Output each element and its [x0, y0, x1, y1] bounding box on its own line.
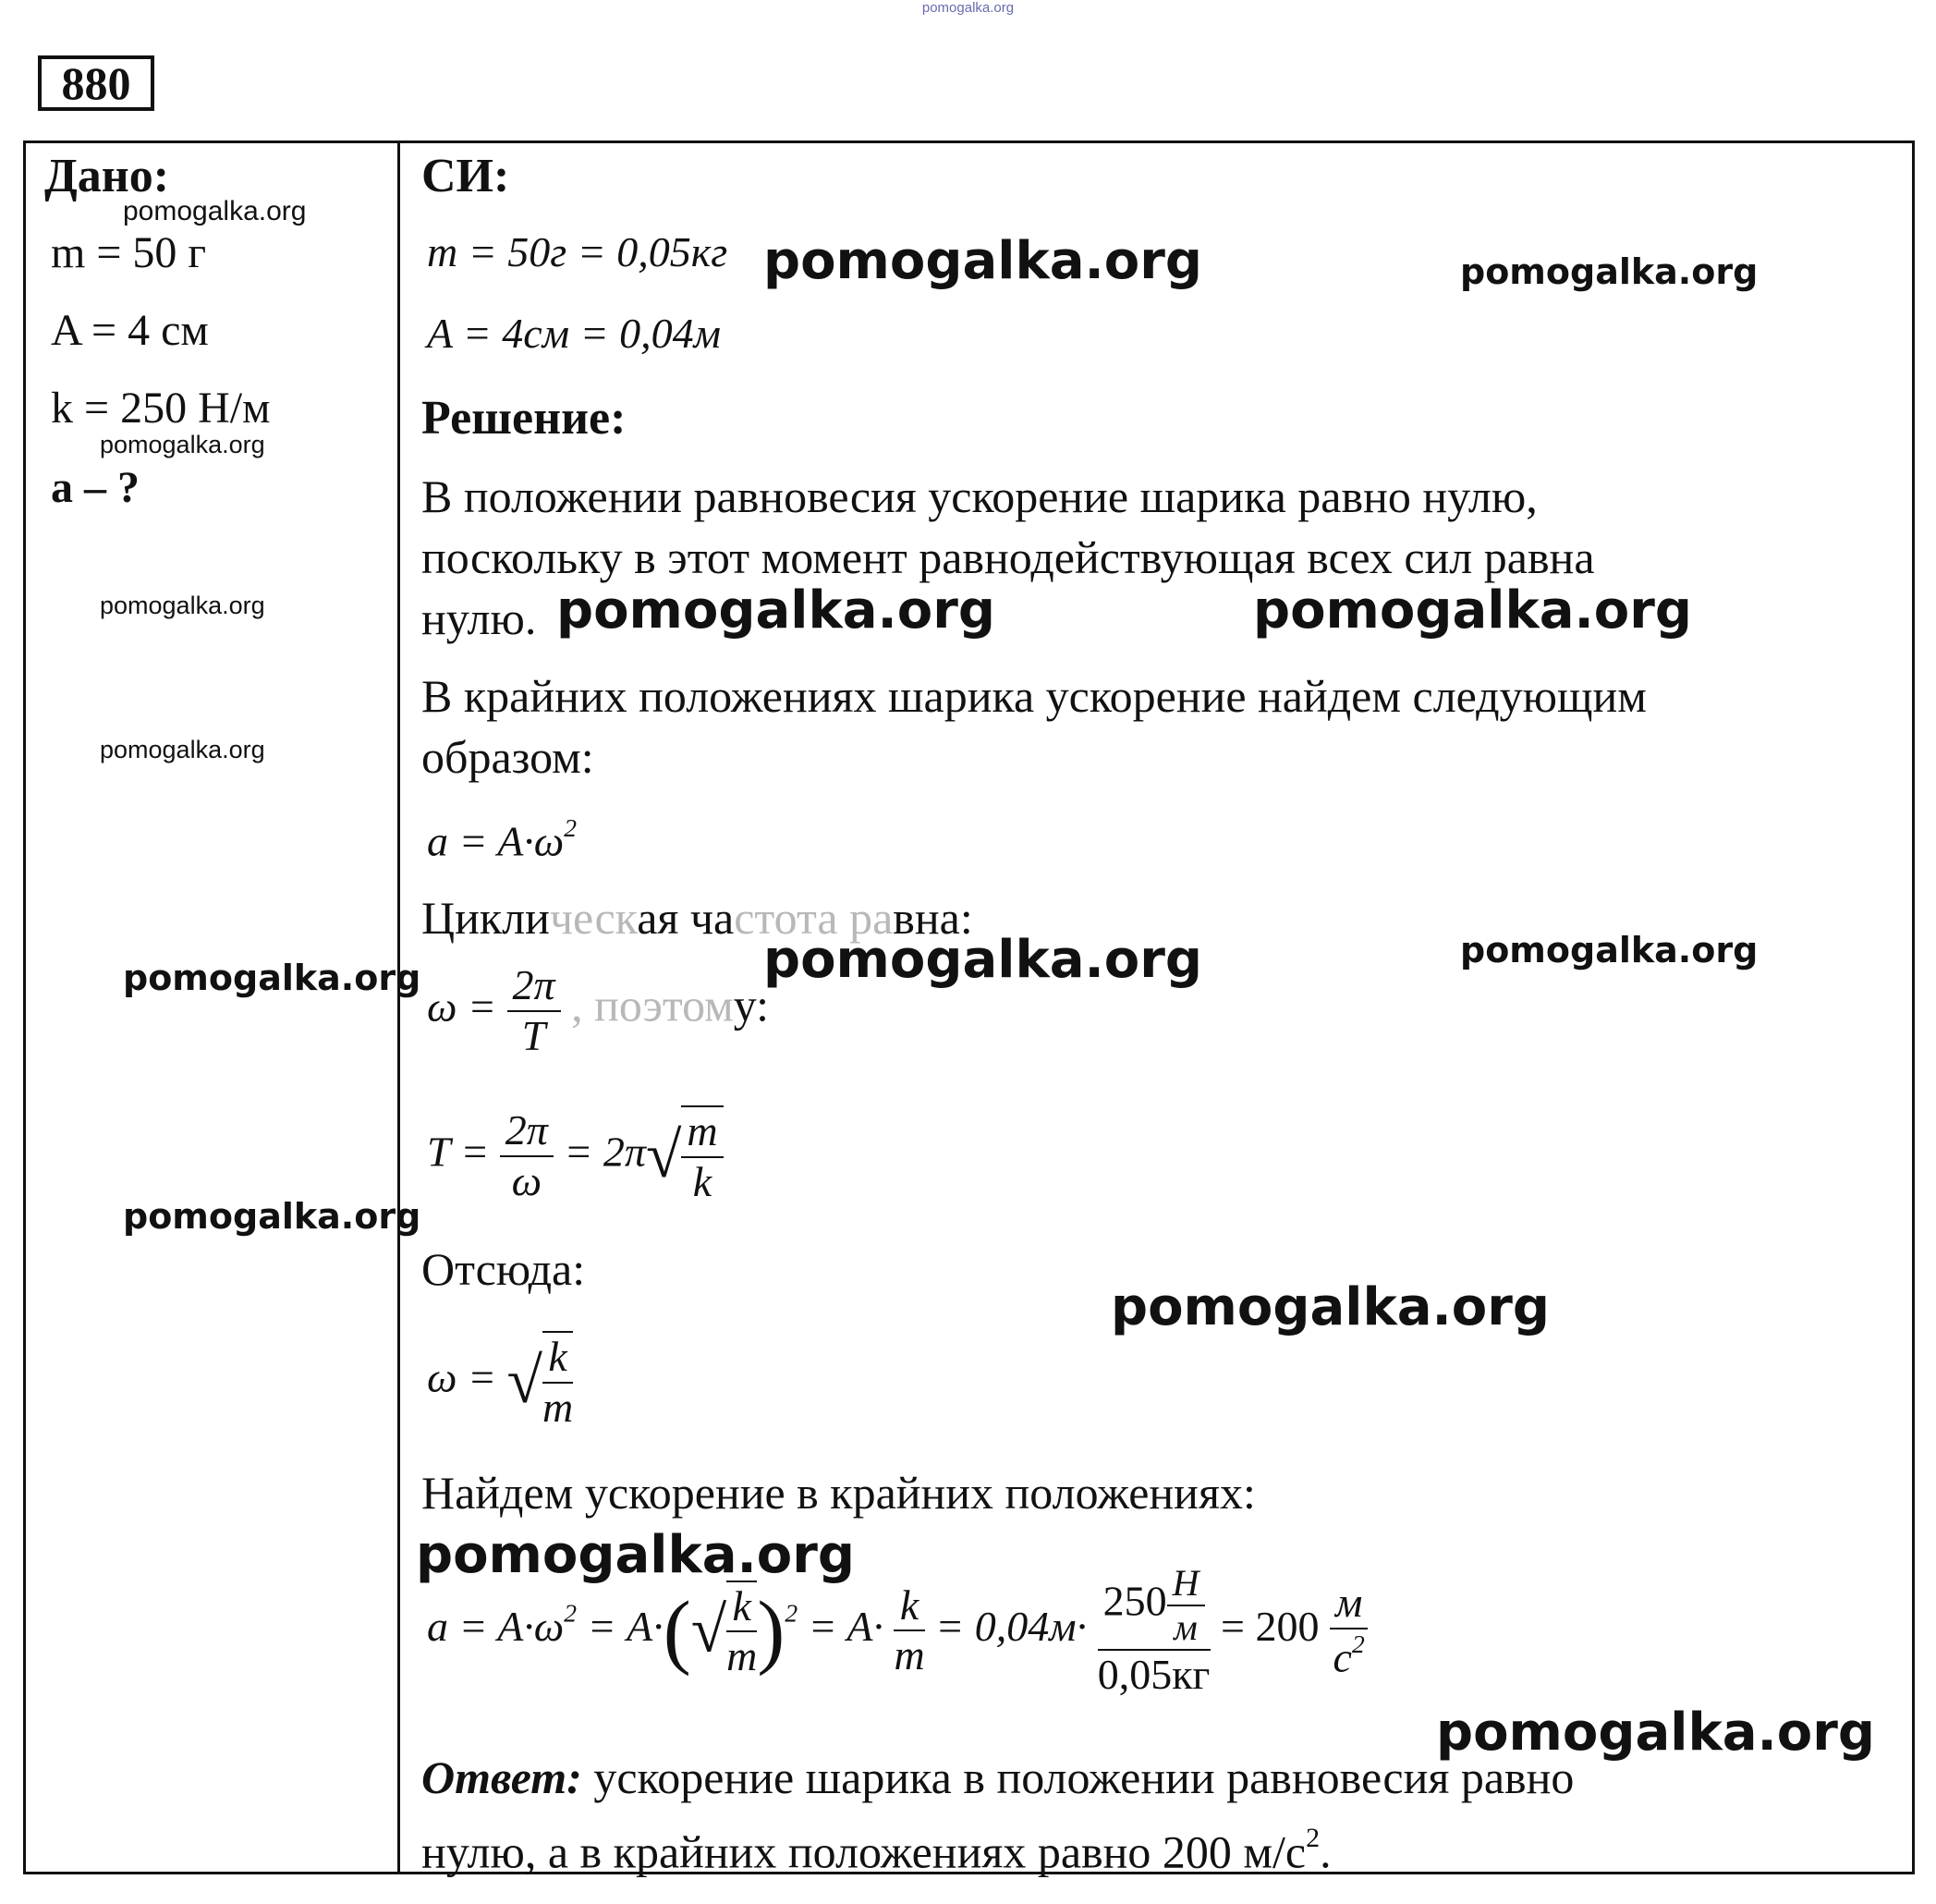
- period-mid: = 2π: [564, 1128, 646, 1176]
- formula-period: [427, 1105, 724, 1207]
- fin-num-m: м: [1174, 1606, 1198, 1648]
- formula-acceleration: [427, 813, 577, 866]
- given-heading: Дано:: [44, 150, 170, 202]
- given-stiffness: k = 250 Н/м: [51, 384, 271, 433]
- problem-number: 880: [38, 55, 154, 111]
- period-den: ω: [511, 1156, 542, 1204]
- period-fraction: [500, 1106, 554, 1206]
- fin-b: = A·: [587, 1603, 664, 1651]
- sqrt-sign: √: [506, 1345, 542, 1417]
- si-mass: m = 50г = 0,05кг: [427, 228, 728, 275]
- period-sqrt-fraction: [681, 1105, 723, 1207]
- answer-text-1: ускорение шарика в положении равновесия равно: [581, 1751, 1575, 1803]
- text-6-part-b: ческ: [549, 892, 638, 944]
- fin-unit-fraction: [1330, 1579, 1368, 1682]
- solution-text-4: В крайних положениях шарика ускорение найдем следующим: [421, 670, 1647, 722]
- fin-num-H: Н: [1167, 1562, 1205, 1606]
- formula-omega-sqrt: [427, 1331, 573, 1433]
- watermark: pomogalka.org: [123, 958, 421, 998]
- fin-km-num: k: [894, 1581, 924, 1632]
- watermark-top: pomogalka.org: [921, 0, 1015, 16]
- fin-unit-den: с: [1333, 1633, 1352, 1681]
- omega-rest-b: у:: [733, 979, 770, 1031]
- solution-heading: Решение:: [421, 392, 627, 445]
- watermark: pomogalka.org: [556, 580, 995, 641]
- period-sqrt-den: k: [692, 1157, 712, 1205]
- fin-sup: 2: [564, 1598, 578, 1628]
- watermark: pomogalka.org: [123, 196, 307, 226]
- omega-lhs: ω =: [427, 983, 497, 1031]
- fin-km-den: m: [894, 1631, 925, 1679]
- watermark: pomogalka.org: [100, 431, 265, 458]
- fin-a: a = A·ω: [427, 1603, 565, 1651]
- si-amplitude: A = 4см = 0,04м: [427, 310, 721, 357]
- solution-text-1: В положении равновесия ускорение шарика равно нулю,: [421, 470, 1538, 522]
- fin-e: = 200: [1221, 1603, 1320, 1651]
- fin-km-fraction: [894, 1581, 924, 1681]
- text-6-part-e: вна:: [893, 892, 973, 944]
- watermark: pomogalka.org: [1253, 580, 1692, 641]
- fin-den: 0,05кг: [1097, 1651, 1211, 1698]
- fin-m: m: [726, 1632, 758, 1680]
- answer-line-2: [421, 1808, 1332, 1883]
- formula-acceleration-sup: 2: [564, 813, 578, 842]
- watermark: pomogalka.org: [763, 930, 1202, 990]
- column-divider: [397, 140, 400, 1874]
- fin-d: = 0,04м·: [935, 1603, 1088, 1651]
- fin-num-250: 250: [1102, 1577, 1167, 1625]
- fin-unit-num: м: [1330, 1579, 1368, 1629]
- fin-k: k: [726, 1582, 757, 1633]
- period-num: 2π: [500, 1106, 554, 1157]
- watermark: pomogalka.org: [100, 736, 265, 763]
- sqrt-sign: √: [645, 1119, 682, 1191]
- paren-open: (: [663, 1584, 691, 1677]
- watermark: pomogalka.org: [1436, 1703, 1875, 1763]
- fin-c: = A·: [808, 1603, 883, 1651]
- w-num: k: [542, 1333, 573, 1384]
- fin-value-num: [1098, 1562, 1211, 1651]
- watermark: pomogalka.org: [123, 1196, 421, 1237]
- fin-value-fraction: [1098, 1562, 1211, 1700]
- solution-text-5: образом:: [421, 731, 594, 783]
- answer-line-1: [421, 1747, 1574, 1808]
- fin-unit-den-wrap: [1330, 1629, 1368, 1683]
- omega-fraction: [507, 961, 561, 1061]
- period-lhs: T =: [427, 1128, 490, 1176]
- w-lhs: ω =: [427, 1353, 497, 1401]
- omega-den: T: [521, 1011, 546, 1059]
- text-6-part-c: ая ча: [637, 892, 735, 944]
- answer-sup: 2: [1306, 1823, 1321, 1853]
- w-fraction: [542, 1331, 573, 1433]
- watermark: pomogalka.org: [416, 1525, 855, 1585]
- solution-text-3: нулю.: [421, 592, 537, 644]
- paren-close: ): [757, 1584, 785, 1677]
- text-6-part-d: стота ра: [734, 892, 894, 944]
- solution-text-8: Найдем ускорение в крайних положениях:: [421, 1467, 1256, 1519]
- watermark: pomogalka.org: [763, 231, 1202, 291]
- watermark: pomogalka.org: [100, 592, 265, 619]
- text-6-part-a: Цикли: [421, 892, 550, 944]
- solution-text-7: Отсюда:: [421, 1243, 586, 1295]
- omega-num: 2π: [507, 961, 561, 1012]
- sqrt-sign: √: [690, 1594, 727, 1666]
- answer-end: .: [1320, 1825, 1332, 1878]
- omega-rest-a: , поэтом: [571, 979, 734, 1031]
- answer-text-2: нулю, а в крайних положениях равно 200 м/с: [421, 1825, 1307, 1878]
- fin-sqrt-fraction: [726, 1581, 757, 1682]
- watermark: pomogalka.org: [1460, 251, 1759, 292]
- period-sqrt-num: m: [681, 1107, 723, 1158]
- w-den: m: [542, 1383, 574, 1431]
- fin-sup-2: 2: [785, 1598, 798, 1628]
- given-amplitude: A = 4 см: [51, 306, 209, 355]
- fin-unit-sup: 2: [1351, 1629, 1365, 1659]
- fin-num-unit: [1167, 1562, 1205, 1649]
- solution-text-2: поскольку в этот момент равнодействующая всех сил равна: [421, 531, 1595, 583]
- given-unknown: a – ?: [51, 463, 140, 512]
- si-heading: СИ:: [421, 150, 510, 202]
- formula-omega-def: [427, 961, 769, 1061]
- watermark: pomogalka.org: [1460, 930, 1759, 970]
- watermark: pomogalka.org: [1111, 1277, 1550, 1337]
- given-mass: m = 50 г: [51, 228, 207, 277]
- formula-acceleration-text: a = A·ω: [427, 817, 565, 865]
- answer-label: Ответ:: [421, 1751, 582, 1803]
